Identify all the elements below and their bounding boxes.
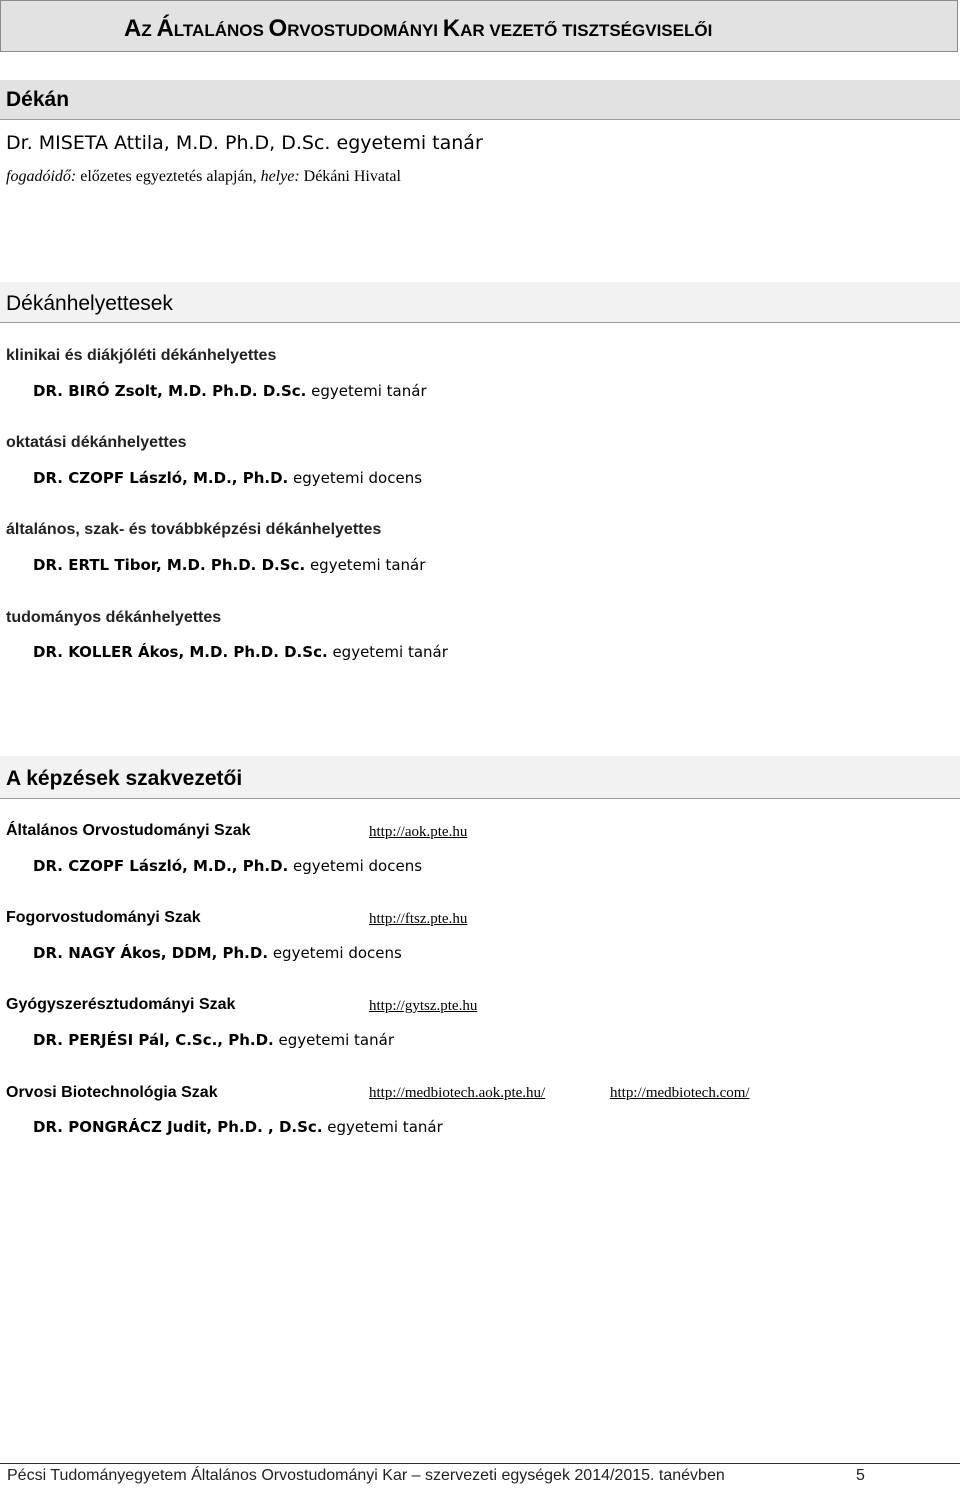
deputy-name: DR. KOLLER Ákos, M.D. Ph.D. D.Sc. xyxy=(33,643,328,661)
program-name: Fogorvostudományi Szak xyxy=(6,909,201,926)
dean-rank: egyetemi tanár xyxy=(336,132,483,154)
leader-rank: egyetemi docens xyxy=(272,944,402,962)
leader-name: DR. PONGRÁCZ Judit, Ph.D. , D.Sc. xyxy=(33,1118,323,1136)
office-hours xyxy=(6,168,401,186)
program-link-secondary[interactable]: http://medbiotech.com/ xyxy=(610,1085,750,1101)
dean-heading: Dékán xyxy=(6,88,70,111)
deputy-name: DR. BIRÓ Zsolt, M.D. Ph.D. D.Sc. xyxy=(33,382,307,400)
deputy-person xyxy=(33,556,425,574)
leader-name: DR. NAGY Ákos, DDM, Ph.D. xyxy=(33,944,269,962)
place-label: helye: xyxy=(260,168,300,185)
leader-name: DR. PERJÉSI Pál, C.Sc., Ph.D. xyxy=(33,1031,274,1049)
title-rest: LTALÁNOS xyxy=(173,21,269,40)
deputy-rank: egyetemi tanár xyxy=(309,556,426,574)
title-box xyxy=(0,0,958,52)
program-leader xyxy=(33,857,422,875)
program-leader xyxy=(33,1031,394,1049)
program-leader xyxy=(33,1118,443,1136)
deputies-heading: Dékánhelyettesek xyxy=(6,292,173,315)
dean-band xyxy=(0,80,960,120)
leader-rank: egyetemi tanár xyxy=(327,1118,443,1136)
program-link[interactable]: http://medbiotech.aok.pte.hu/ xyxy=(369,1085,546,1101)
deputy-person xyxy=(33,643,448,661)
hours-value: előzetes egyeztetés alapján, xyxy=(80,168,257,185)
title-rest: Z xyxy=(141,21,157,40)
dean-name: Dr. MISETA Attila, M.D. Ph.D, D.Sc. xyxy=(6,132,331,154)
program-name: Orvosi Biotechnológia Szak xyxy=(6,1084,218,1101)
title-cap: Á xyxy=(156,15,174,42)
deputy-role: klinikai és diákjóléti dékánhelyettes xyxy=(6,347,277,364)
programs-heading: A képzések szakvezetői xyxy=(6,767,243,790)
deputy-rank: egyetemi tanár xyxy=(332,643,448,661)
deputy-person xyxy=(33,382,427,400)
deputy-person xyxy=(33,469,422,487)
program-leader xyxy=(33,944,402,962)
deputy-role: tudományos dékánhelyettes xyxy=(6,609,222,626)
title-cap: A xyxy=(124,15,142,42)
place-value: Dékáni Hivatal xyxy=(303,168,401,185)
hours-label: fogadóidő: xyxy=(6,168,77,185)
footer-text: Pécsi Tudományegyetem Általános Orvostudományi Kar – szervezeti egységek 2014/2015. tanévben xyxy=(7,1467,725,1484)
deputy-name: DR. CZOPF László, M.D., Ph.D. xyxy=(33,469,289,487)
program-link[interactable]: http://aok.pte.hu xyxy=(369,824,468,840)
deputy-role: általános, szak- és továbbképzési dékánhelyettes xyxy=(6,521,382,538)
title-rest: AR VEZETŐ TISZTSÉGVISELŐI xyxy=(460,21,713,40)
deputy-rank: egyetemi docens xyxy=(293,469,423,487)
leader-rank: egyetemi tanár xyxy=(278,1031,394,1049)
page-title xyxy=(124,15,712,43)
deputy-rank: egyetemi tanár xyxy=(311,382,427,400)
dean-line xyxy=(6,132,483,154)
title-cap: K xyxy=(442,15,461,42)
program-link[interactable]: http://ftsz.pte.hu xyxy=(369,911,468,927)
program-link[interactable]: http://gytsz.pte.hu xyxy=(369,998,478,1014)
title-rest: RVOSTUDOMÁNYI xyxy=(287,21,443,40)
title-cap: O xyxy=(268,15,288,42)
page-number: 5 xyxy=(856,1467,865,1484)
footer-divider xyxy=(0,1463,960,1464)
deputy-name: DR. ERTL Tibor, M.D. Ph.D. D.Sc. xyxy=(33,556,306,574)
program-name: Általános Orvostudományi Szak xyxy=(6,822,251,839)
program-name: Gyógyszerésztudományi Szak xyxy=(6,996,236,1013)
leader-rank: egyetemi docens xyxy=(293,857,423,875)
deputy-role: oktatási dékánhelyettes xyxy=(6,434,187,451)
leader-name: DR. CZOPF László, M.D., Ph.D. xyxy=(33,857,289,875)
